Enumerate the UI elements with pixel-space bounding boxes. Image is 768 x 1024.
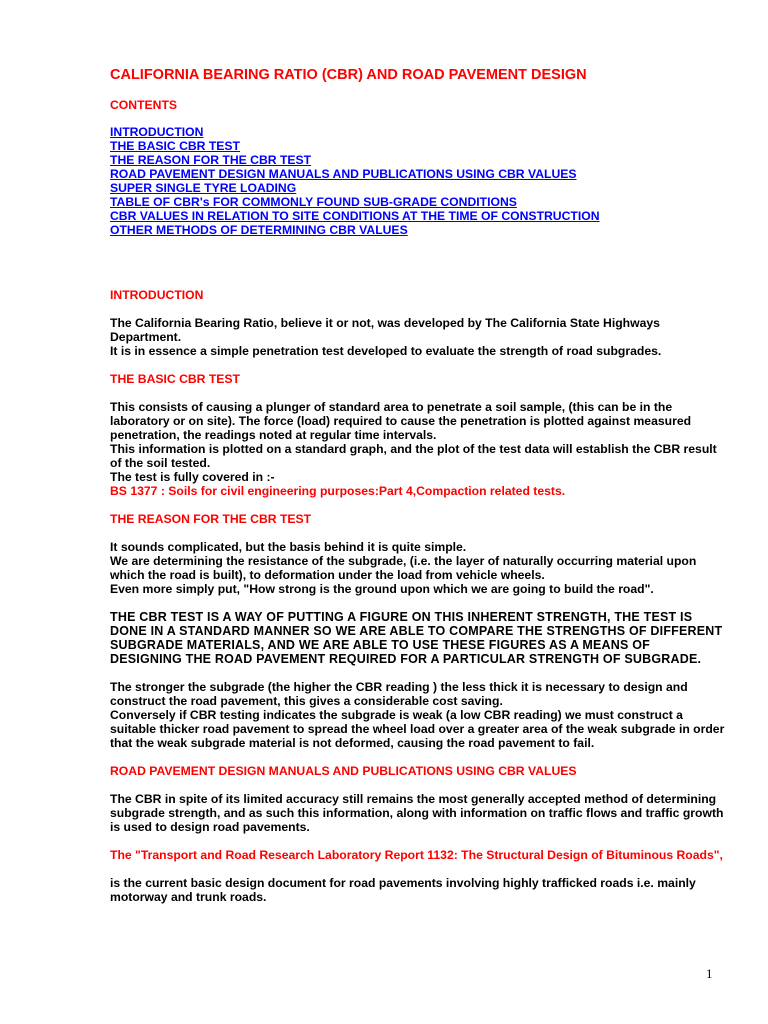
introduction-heading: INTRODUCTION xyxy=(110,288,204,302)
toc-link-super-single-tyre[interactable]: SUPER SINGLE TYRE LOADING xyxy=(110,181,297,195)
manuals-paragraph-2: is the current basic design document for road pavements involving highly trafficked roads i.e. mainly motorway and trunk roads. xyxy=(110,876,696,904)
basic-test-paragraph-1: This consists of causing a plunger of standard area to penetrate a soil sample, (this can be in the laboratory or on site). The force (load) required to cause the penetration is plotted against measured penetration, the readings noted at regular time intervals. xyxy=(110,400,692,442)
reason-paragraph-2: We are determining the resistance of the subgrade, (i.e. the layer of naturally occurring material upon which the road is built), to deformation under the load from vehicle wheels. xyxy=(110,554,697,582)
manuals-paragraph-1: The CBR in spite of its limited accuracy still remains the most generally accepted method of determining subgrade strength, and as such this information, along with information on traffic flows and traffic growth is used to design road pavements. xyxy=(110,792,724,834)
reason-paragraph-5: Conversely if CBR testing indicates the subgrade is weak (a low CBR reading) we must construct a suitable thicker road pavement to spread the wheel load over a greater area of the weak subgrade in order that the weak subgrade material is not deformed, causing the road pavement to fail. xyxy=(110,708,725,750)
introduction-paragraph-1: The California Bearing Ratio, believe it or not, was developed by The California State Highways Department. xyxy=(110,316,660,344)
toc-link-site-conditions[interactable]: CBR VALUES IN RELATION TO SITE CONDITIONS AT THE TIME OF CONSTRUCTION xyxy=(110,209,600,223)
basic-test-heading: THE BASIC CBR TEST xyxy=(110,372,241,386)
toc-link-design-manuals[interactable]: ROAD PAVEMENT DESIGN MANUALS AND PUBLICATIONS USING CBR VALUES xyxy=(110,167,577,181)
trrl-report-reference: The "Transport and Road Research Laboratory Report 1132: The Structural Design of Bituminous Roads", xyxy=(110,848,723,862)
toc-link-reason-for-test[interactable]: THE REASON FOR THE CBR TEST xyxy=(110,153,312,167)
toc-link-other-methods[interactable]: OTHER METHODS OF DETERMINING CBR VALUES xyxy=(110,223,408,237)
toc-link-introduction[interactable]: INTRODUCTION xyxy=(110,125,204,139)
contents-heading: CONTENTS xyxy=(110,98,178,112)
toc-link-cbr-table[interactable]: TABLE OF CBR's FOR COMMONLY FOUND SUB-GRADE CONDITIONS xyxy=(110,195,517,209)
toc-link-basic-cbr-test[interactable]: THE BASIC CBR TEST xyxy=(110,139,241,153)
reason-caps-paragraph: THE CBR TEST IS A WAY OF PUTTING A FIGURE ON THIS INHERENT STRENGTH, THE TEST IS DONE IN A STANDARD MANNER SO WE ARE ABLE TO COMPARE THE STRENGTHS OF DIFFERENT SUBGRADE MATERIALS, AND WE ARE ABLE TO USE THESE FIGURES AS A MEANS OF DESIGNING THE ROAD PAVEMENT REQUIRED FOR A PARTICULAR STRENGTH OF SUBGRADE. xyxy=(110,610,723,666)
introduction-paragraph-2: It is in essence a simple penetration test developed to evaluate the strength of road subgrades. xyxy=(110,344,662,358)
table-of-contents xyxy=(110,125,725,237)
basic-test-paragraph-3: The test is fully covered in :- xyxy=(110,470,275,484)
bs1377-reference: BS 1377 : Soils for civil engineering purposes:Part 4,Compaction related tests. xyxy=(110,484,566,498)
document-title: CALIFORNIA BEARING RATIO (CBR) AND ROAD PAVEMENT DESIGN xyxy=(110,67,587,83)
page-number: 1 xyxy=(706,966,713,981)
basic-test-paragraph-2: This information is plotted on a standard graph, and the plot of the test data will establish the CBR result of the soil tested. xyxy=(110,442,717,470)
reason-paragraph-1: It sounds complicated, but the basis behind it is quite simple. xyxy=(110,540,467,554)
reason-heading: THE REASON FOR THE CBR TEST xyxy=(110,512,312,526)
reason-paragraph-3: Even more simply put, "How strong is the ground upon which we are going to build the road". xyxy=(110,582,654,596)
document-page xyxy=(110,67,725,904)
manuals-heading: ROAD PAVEMENT DESIGN MANUALS AND PUBLICATIONS USING CBR VALUES xyxy=(110,764,577,778)
reason-paragraph-4: The stronger the subgrade (the higher the CBR reading ) the less thick it is necessary to design and construct the road pavement, this gives a considerable cost saving. xyxy=(110,680,688,708)
